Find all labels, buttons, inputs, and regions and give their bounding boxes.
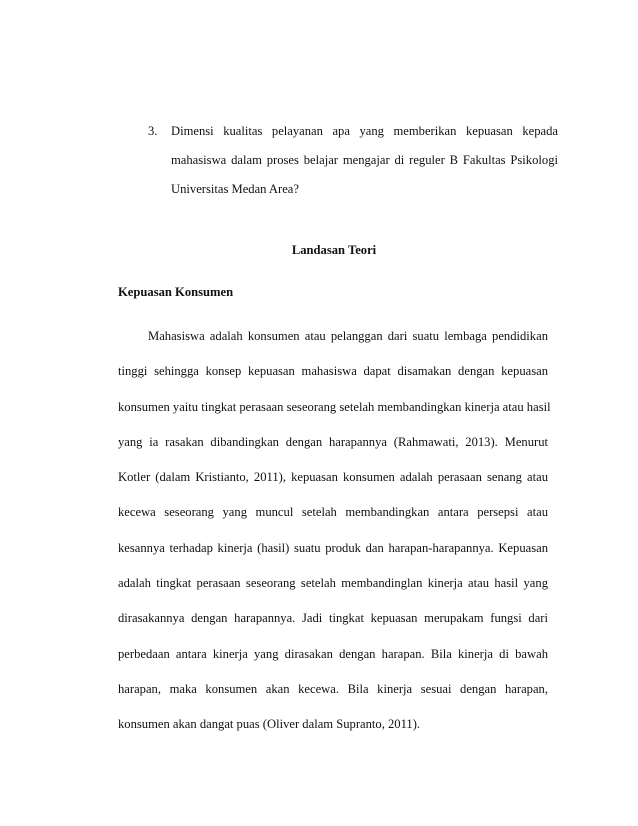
subsection-title: Kepuasan Konsumen (118, 285, 234, 299)
list-item-line: mahasiswa dalam proses belajar mengajar di reguler B Fakultas Psikologi (171, 153, 558, 167)
paragraph-line: dirasakannya dengan harapannya. Jadi tingkat kepuasan merupakam fungsi dari (118, 611, 548, 626)
paragraph-line: adalah tingkat perasaan seseorang setelah membandinglan kinerja atau hasil yang (118, 576, 548, 591)
section-title: Landasan Teori (291, 243, 377, 257)
paragraph-line: konsumen yaitu tingkat perasaan seseorang setelah membandingkan kinerja atau hasil (118, 399, 551, 414)
paragraph-line: konsumen akan dangat puas (Oliver dalam Supranto, 2011). (118, 717, 421, 732)
paragraph-line: Mahasiswa adalah konsumen atau pelanggan dari suatu lembaga pendidikan (148, 329, 548, 343)
paragraph-line: yang ia rasakan dibandingkan dengan harapannya (Rahmawati, 2013). Menurut (118, 434, 548, 449)
paragraph-line: tinggi sehingga konsep kepuasan mahasiswa dapat disamakan dengan kepuasan (118, 364, 548, 379)
list-item-text (171, 117, 558, 204)
list-item-line: Universitas Medan Area? (171, 182, 299, 196)
list-number: 3. (148, 124, 158, 138)
paragraph-line: kecewa seseorang yang muncul setelah membandingkan antara persepsi atau (118, 505, 548, 520)
paragraph-line: harapan, maka konsumen akan kecewa. Bila kinerja sesuai dengan harapan, (118, 681, 548, 696)
paragraph-line: perbedaan antara kinerja yang dirasakan dengan harapan. Bila kinerja di bawah (118, 646, 548, 661)
body-paragraph (118, 319, 551, 743)
paragraph-line: Kotler (dalam Kristianto, 2011), kepuasan konsumen adalah perasaan senang atau (118, 470, 548, 485)
paragraph-line: kesannya terhadap kinerja (hasil) suatu produk dan harapan-harapannya. Kepuasan (118, 540, 548, 555)
list-item-line: Dimensi kualitas pelayanan apa yang memberikan kepuasan kepada (171, 124, 558, 138)
